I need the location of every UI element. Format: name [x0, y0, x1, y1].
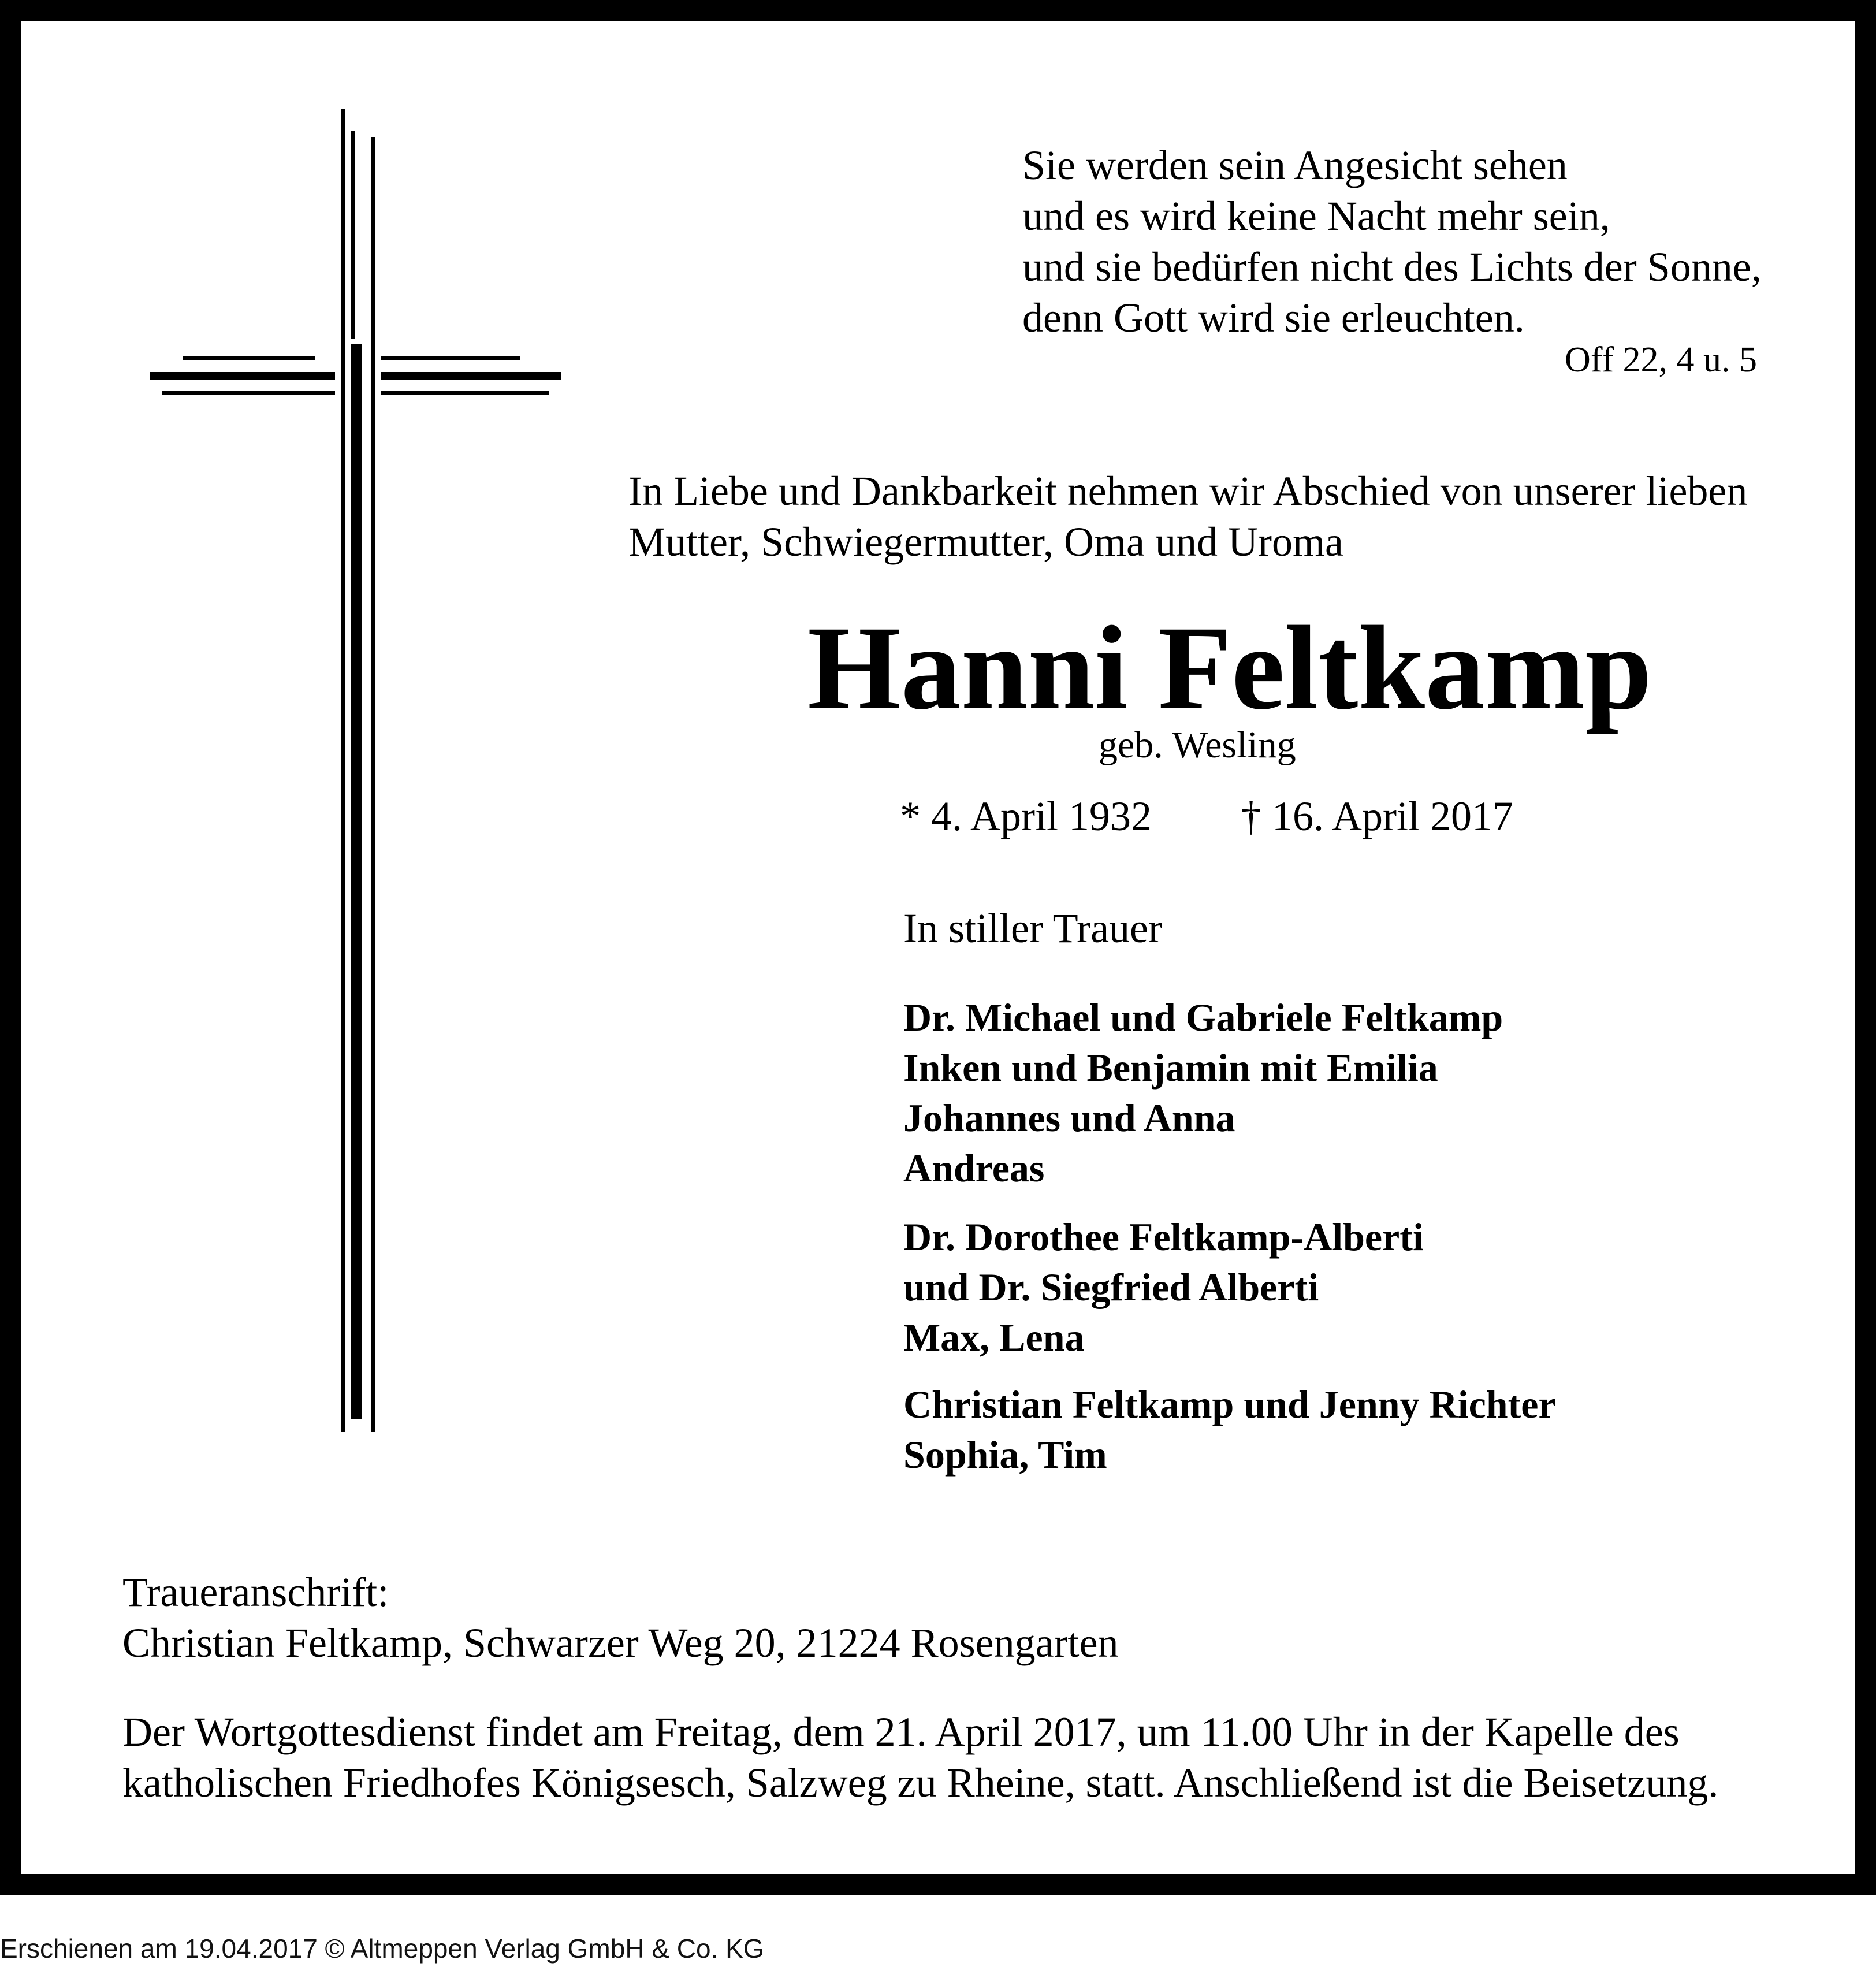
birth-name: geb. Wesling	[1099, 724, 1296, 766]
family-group	[903, 992, 1827, 1194]
service-line: katholischen Friedhofes Königsesch, Salzweg zu Rheine, statt. Anschließend ist die Beisetzung.	[122, 1760, 1719, 1806]
verse-reference: Off 22, 4 u. 5	[1565, 340, 1757, 380]
verse-line: Sie werden sein Angesicht sehen	[1022, 142, 1568, 188]
family-member: Dr. Dorothee Feltkamp-Alberti	[903, 1215, 1424, 1259]
intro-text	[628, 466, 1812, 567]
family-group	[903, 1212, 1827, 1363]
verse-line: und sie bedürfen nicht des Lichts der Sonne,	[1022, 244, 1762, 290]
cross-icon	[150, 107, 566, 1436]
address-line: Christian Feltkamp, Schwarzer Weg 20, 21224 Rosengarten	[122, 1620, 1119, 1666]
birth-date: * 4. April 1932	[900, 793, 1152, 839]
family-member: Max, Lena	[903, 1315, 1085, 1359]
family-member: Inken und Benjamin mit Emilia	[903, 1046, 1438, 1090]
family-member: Andreas	[903, 1146, 1045, 1190]
mourning-label: In stiller Trauer	[903, 905, 1162, 951]
family-member: Christian Feltkamp und Jenny Richter	[903, 1382, 1556, 1426]
family-member: Dr. Michael und Gabriele Feltkamp	[903, 995, 1503, 1039]
intro-line: Mutter, Schwiegermutter, Oma und Uroma	[628, 519, 1343, 565]
service-info	[122, 1706, 1797, 1808]
family-member: Sophia, Tim	[903, 1433, 1107, 1477]
family-member: Johannes und Anna	[903, 1096, 1235, 1140]
intro-line: In Liebe und Dankbarkeit nehmen wir Abschied von unserer lieben	[628, 468, 1748, 514]
publication-footer: Erschienen am 19.04.2017 © Altmeppen Verlag GmbH & Co. KG	[0, 1934, 764, 1964]
death-date: † 16. April 2017	[1241, 793, 1514, 839]
service-line: Der Wortgottesdienst findet am Freitag, dem 21. April 2017, um 11.00 Uhr in der Kapelle des	[122, 1709, 1680, 1755]
address-label: Traueranschrift:	[122, 1569, 389, 1615]
verse-line: und es wird keine Nacht mehr sein,	[1022, 193, 1610, 239]
deceased-name: Hanni Feltkamp	[807, 601, 1652, 734]
family-member: und Dr. Siegfried Alberti	[903, 1265, 1319, 1309]
mourning-address	[122, 1567, 1797, 1668]
verse-line: denn Gott wird sie erleuchten.	[1022, 295, 1525, 341]
family-group	[903, 1380, 1827, 1480]
bible-verse	[1022, 140, 1802, 343]
